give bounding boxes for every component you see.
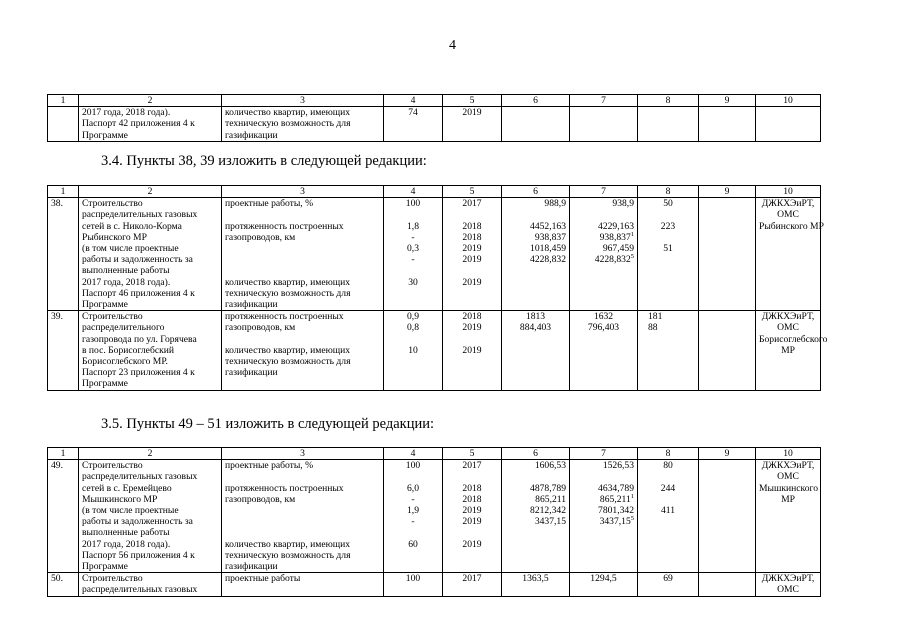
cell-num (48, 198, 79, 311)
text-line (446, 265, 498, 276)
cell-amount (502, 573, 570, 596)
text-line: Рыбинского МР (759, 220, 824, 232)
cell-empty (638, 107, 699, 142)
text-line: газопровода по ул. Горячева (82, 333, 197, 345)
text-line (573, 516, 634, 527)
col-header: 7 (570, 186, 638, 198)
text-line: 1526,53 (602, 460, 634, 472)
cell-responsible (756, 460, 821, 573)
text-line: распределительных газовых (82, 584, 198, 596)
text-line: 4878,789 (530, 482, 566, 494)
text-line: количество квартир, имеющих (225, 538, 351, 550)
text-line (573, 254, 634, 265)
text-line: техническую возможность для (225, 118, 351, 130)
text-line: 60 (408, 538, 418, 550)
table-items-49-51 (47, 447, 821, 597)
text-line (387, 265, 439, 276)
cell-empty (699, 198, 756, 311)
text-line: газификации (225, 129, 278, 141)
text-line: 0,8 (407, 322, 419, 334)
col-header: 4 (384, 95, 443, 107)
text-line: распределительных газовых (82, 209, 198, 221)
text-line: 8212,342 (530, 505, 566, 516)
col-header: 9 (699, 186, 756, 198)
text-line: Рыбинского МР (82, 231, 147, 243)
text-line: 223 (660, 220, 676, 232)
text-line (573, 471, 634, 482)
text-line: 88 (648, 322, 658, 334)
text-line: МР (781, 344, 795, 356)
cell-amount (570, 311, 638, 390)
text-line: выполненные работы (82, 527, 170, 539)
col-header: 7 (570, 95, 638, 107)
table-row (48, 311, 821, 390)
col-header: 3 (222, 186, 384, 198)
cell-responsible (756, 311, 828, 390)
text-line: МР (781, 493, 795, 505)
table-row (48, 107, 821, 142)
text-line: 244 (660, 482, 676, 494)
cell-indicator (222, 311, 384, 390)
text-line (225, 254, 380, 265)
text-line: - (411, 493, 415, 505)
text-line (225, 505, 380, 516)
col-header: 1 (48, 448, 79, 460)
cell-name (79, 460, 222, 573)
cell-empty (756, 107, 821, 142)
text-line: (в том числе проектные (82, 243, 179, 255)
text-line: сетей в с. Еремейцево (82, 482, 172, 494)
cell-value (638, 311, 699, 390)
text-line: газификации (225, 298, 278, 310)
table-continuation (47, 94, 821, 142)
cell-name (79, 311, 222, 390)
text-line: 80 (663, 460, 673, 472)
text-line: Строительство (82, 460, 143, 472)
text-line: 796,403 (587, 322, 620, 334)
text-line: 2017 года, 2018 года). (82, 538, 171, 550)
col-header: 10 (756, 448, 821, 460)
text-line (225, 243, 380, 254)
cell-name (79, 573, 222, 596)
footnote-marker: 5 (630, 253, 634, 261)
text-line: 2017 (462, 573, 482, 585)
text-line (446, 527, 498, 538)
text-line: 1018,459 (530, 243, 566, 254)
text-line: 2018 (462, 482, 482, 494)
col-header: 8 (638, 448, 699, 460)
text-line: распределительных газовых (82, 471, 198, 483)
text-line: ОМС (777, 322, 799, 334)
text-line: техническую возможность для (225, 356, 351, 368)
text-line: ДЖКХЭиРТ, (761, 198, 815, 210)
text-line: 3437,15 (534, 516, 566, 528)
text-line (573, 221, 634, 232)
cell-value (384, 460, 443, 573)
col-header: 6 (502, 448, 570, 460)
col-header: 4 (384, 186, 443, 198)
text-line: Мышкинского МР (82, 493, 158, 505)
cell-empty (502, 107, 570, 142)
text-line: ДЖКХЭиРТ, (761, 460, 815, 472)
text-line: проектные работы, % (225, 198, 314, 210)
amount-value: 7801,342 (598, 505, 634, 516)
text-line: 74 (408, 107, 418, 119)
text-line (505, 209, 566, 220)
text-line (446, 334, 498, 345)
col-header: 9 (699, 95, 756, 107)
text-line: газопроводов, км (225, 493, 296, 505)
text-line: количество квартир, имеющих (225, 276, 351, 288)
text-line: Паспорт 23 приложения 4 к (82, 367, 195, 379)
table-row (48, 460, 821, 573)
col-header: 8 (638, 95, 699, 107)
cell-num (48, 107, 79, 142)
footnote-marker: 1 (630, 492, 634, 500)
text-line (225, 334, 380, 345)
text-line: техническую возможность для (225, 549, 351, 561)
text-line: 39. (51, 311, 63, 323)
cell-responsible (756, 573, 821, 596)
text-line: 4228,832 (530, 254, 566, 266)
col-header: 6 (502, 95, 570, 107)
table-items-38-39 (47, 185, 828, 391)
text-line: 38. (51, 198, 63, 210)
text-line (225, 527, 380, 538)
text-line: 2018 (462, 231, 482, 243)
text-line (573, 209, 634, 220)
text-line (446, 471, 498, 482)
col-header: 4 (384, 448, 443, 460)
text-line: 1606,53 (534, 460, 566, 472)
text-line: работы и задолженность за (82, 516, 193, 528)
text-line (225, 471, 380, 482)
text-line: 6,0 (407, 482, 419, 494)
text-line: 4452,163 (530, 220, 566, 232)
col-header: 2 (79, 186, 222, 198)
amount-value: 967,459 (602, 243, 634, 254)
text-line: протяженность построенных (225, 482, 344, 494)
page-number: 4 (449, 38, 456, 53)
section-heading-3-5: 3.5. Пункты 49 – 51 изложить в следующей редакции: (101, 416, 434, 432)
text-line: 10 (408, 344, 418, 356)
text-line: 1363,5 (522, 573, 549, 585)
text-line: 2019 (462, 538, 482, 550)
text-line (387, 334, 439, 345)
text-line: 865,211 (535, 493, 566, 505)
table-header-row (48, 448, 821, 460)
text-line: количество квартир, имеющих (225, 344, 351, 356)
cell-amount (570, 573, 638, 596)
text-line: техническую возможность для (225, 287, 351, 299)
text-line: 100 (405, 198, 421, 210)
text-line: 49. (51, 460, 63, 472)
col-header: 2 (79, 95, 222, 107)
cell-indicator (222, 573, 384, 596)
amount-value: 865,211 (599, 493, 631, 505)
text-line: 1,9 (407, 505, 419, 516)
text-line: 100 (405, 573, 421, 585)
cell-empty (570, 107, 638, 142)
cell-num (48, 311, 79, 390)
text-line: - (411, 516, 415, 528)
text-line: проектные работы, % (225, 460, 314, 472)
cell-year (443, 107, 502, 142)
cell-year (443, 198, 502, 311)
text-line (505, 471, 566, 482)
col-header: 3 (222, 448, 384, 460)
footnote-marker: 1 (630, 230, 634, 238)
col-header: 5 (443, 186, 502, 198)
cell-year (443, 573, 502, 596)
cell-value (638, 198, 699, 311)
text-line: ОМС (777, 584, 799, 596)
cell-name (79, 107, 222, 142)
text-line: газопроводов, км (225, 231, 296, 243)
text-line: 2017 года, 2018 года). (82, 276, 171, 288)
col-header: 1 (48, 95, 79, 107)
text-line (387, 209, 439, 220)
text-line: 938,837 (534, 231, 566, 243)
text-line: 69 (663, 573, 673, 585)
col-header: 5 (443, 95, 502, 107)
text-line: 884,403 (519, 322, 552, 334)
text-line: 0,3 (407, 243, 419, 254)
text-line: (в том числе проектные (82, 505, 179, 517)
text-line: газификации (225, 367, 278, 379)
table-header-row (48, 186, 821, 198)
text-line (225, 209, 380, 220)
table-row (48, 198, 821, 311)
section-heading-3-4: 3.4. Пункты 38, 39 изложить в следующей редакции: (101, 153, 427, 169)
text-line: 2019 (462, 505, 482, 516)
cell-empty (699, 311, 756, 390)
text-line: 988,9 (544, 198, 566, 210)
text-line: в пос. Борисоглебский (82, 344, 175, 356)
text-line: ДЖКХЭиРТ, (761, 311, 815, 323)
amount-value: 4634,789 (598, 482, 634, 494)
text-line (641, 471, 695, 482)
text-line: 50 (663, 198, 673, 210)
text-line: 2019 (462, 243, 482, 254)
col-header: 7 (570, 448, 638, 460)
cell-value (384, 311, 443, 390)
text-line: газопроводов, км (225, 322, 296, 334)
text-line: 50. (51, 573, 63, 585)
cell-amount (502, 460, 570, 573)
amount-value: 3437,15 (599, 516, 631, 528)
table-header-row (48, 95, 821, 107)
col-header: 1 (48, 186, 79, 198)
text-line (573, 505, 634, 516)
cell-indicator (222, 198, 384, 311)
text-line: 1,8 (407, 220, 419, 232)
cell-empty (699, 107, 756, 142)
col-header: 9 (699, 448, 756, 460)
text-line: Борисоглебского (759, 333, 828, 345)
cell-amount (502, 311, 570, 390)
text-line: 2017 года, 2018 года). (82, 107, 171, 119)
cell-responsible (756, 198, 824, 311)
col-header: 5 (443, 448, 502, 460)
text-line: 51 (663, 242, 673, 254)
text-line: 2018 (462, 311, 482, 323)
amount-value: 4229,163 (598, 220, 634, 232)
cell-value (384, 573, 443, 596)
cell-num (48, 460, 79, 573)
text-line: 2018 (462, 220, 482, 232)
col-header: 2 (79, 448, 222, 460)
text-line: 2019 (462, 107, 482, 119)
col-header: 8 (638, 186, 699, 198)
text-line: 2019 (462, 344, 482, 356)
col-header: 10 (756, 186, 821, 198)
cell-name (79, 198, 222, 311)
text-line (573, 483, 634, 494)
table-row (48, 573, 821, 596)
text-line: работы и задолженность за (82, 254, 193, 266)
text-line: выполненные работы (82, 265, 170, 277)
cell-year (443, 460, 502, 573)
text-line: Строительство (82, 198, 143, 210)
text-line: 411 (660, 504, 676, 516)
cell-value (638, 460, 699, 573)
text-line: Программе (82, 561, 128, 573)
text-line: 938,9 (612, 198, 634, 210)
cell-amount (570, 198, 638, 311)
text-line: - (411, 254, 415, 266)
text-line: Мышкинского (759, 482, 819, 494)
text-line: 1632 (593, 311, 614, 323)
text-line (446, 209, 498, 220)
text-line: проектные работы (225, 573, 301, 585)
text-line: количество квартир, имеющих (225, 107, 351, 119)
text-line (225, 516, 380, 527)
text-line: ОМС (777, 471, 799, 483)
text-line: 30 (408, 276, 418, 288)
text-line (387, 527, 439, 538)
text-line: ДЖКХЭиРТ, (761, 573, 815, 585)
text-line: 2017 (462, 198, 482, 210)
text-line: 100 (405, 460, 421, 472)
footnote-marker: 5 (630, 515, 634, 523)
text-line: 181 (648, 311, 663, 323)
text-line: 1813 (525, 311, 546, 323)
cell-amount (570, 460, 638, 573)
text-line: Программе (82, 129, 128, 141)
cell-indicator (222, 460, 384, 573)
text-line (641, 232, 695, 243)
cell-num (48, 573, 79, 596)
cell-empty (699, 573, 756, 596)
text-line: газификации (225, 560, 278, 572)
col-header: 3 (222, 95, 384, 107)
text-line: 2019 (462, 322, 482, 334)
text-line: 2019 (462, 516, 482, 528)
text-line: Программе (82, 299, 128, 311)
text-line: 1294,5 (590, 573, 617, 585)
text-line (225, 265, 380, 276)
text-line (387, 471, 439, 482)
text-line: 2019 (462, 276, 482, 288)
col-header: 6 (502, 186, 570, 198)
text-line: 2019 (462, 254, 482, 266)
cell-value (384, 107, 443, 142)
text-line: Программе (82, 378, 128, 390)
cell-amount (502, 198, 570, 311)
text-line: 2018 (462, 493, 482, 505)
text-line: 2017 (462, 460, 482, 472)
cell-value (384, 198, 443, 311)
cell-indicator (222, 107, 384, 142)
text-line (573, 494, 634, 505)
amount-value: 938,837 (599, 231, 631, 243)
text-line: протяженность построенных (225, 311, 344, 323)
text-line: - (411, 231, 415, 243)
cell-year (443, 311, 502, 390)
text-line: Паспорт 42 приложения 4 к (82, 118, 195, 130)
text-line (573, 243, 634, 254)
text-line: Паспорт 46 приложения 4 к (82, 287, 195, 299)
text-line: Строительство (82, 311, 143, 323)
text-line: 0,9 (407, 311, 419, 323)
amount-value: 4228,832 (594, 254, 631, 266)
text-line: Борисоглебского МР. (82, 356, 168, 368)
cell-value (638, 573, 699, 596)
text-line: сетей в с. Николо-Корма (82, 220, 182, 232)
text-line: протяженность построенных (225, 220, 344, 232)
text-line: распределительного (82, 322, 165, 334)
cell-empty (699, 460, 756, 573)
text-line: ОМС (777, 209, 799, 221)
text-line: Паспорт 56 приложения 4 к (82, 549, 195, 561)
text-line (641, 494, 695, 505)
col-header: 10 (756, 95, 821, 107)
text-line (641, 209, 695, 220)
text-line (573, 232, 634, 243)
text-line: Строительство (82, 573, 143, 585)
